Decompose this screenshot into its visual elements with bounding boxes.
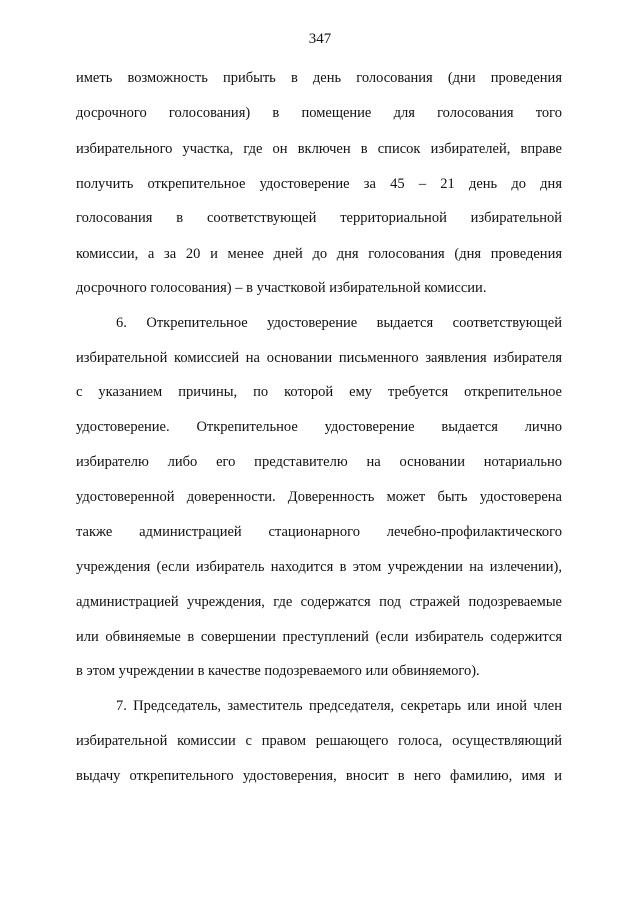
- text-line: учреждения (если избиратель находится в этом учреждении на излечении),: [76, 559, 562, 575]
- text-line: избирательного участка, где он включен в список избирателей, вправе: [76, 141, 562, 157]
- text-line: избирателю либо его представителю на основании нотариально: [76, 454, 562, 470]
- paragraph-6-first-line: 6. Открепительное удостоверение выдается соответствующей: [116, 315, 562, 331]
- text-line: иметь возможность прибыть в день голосования (дни проведения: [76, 70, 562, 86]
- page-number: 347: [308, 31, 332, 47]
- text-line: администрацией учреждения, где содержатся под стражей подозреваемые: [76, 594, 562, 610]
- text-line: досрочного голосования) в помещение для голосования того: [76, 105, 562, 121]
- text-line: в этом учреждении в качестве подозреваемого или обвиняемого).: [76, 663, 480, 679]
- text-line: досрочного голосования) – в участковой избирательной комиссии.: [76, 280, 487, 296]
- text-line: избирательной комиссией на основании письменного заявления избирателя: [76, 350, 562, 366]
- text-line: избирательной комиссии с правом решающего голоса, осуществляющий: [76, 733, 562, 749]
- text-line: с указанием причины, по которой ему требуется открепительное: [76, 384, 562, 400]
- paragraph-7-first-line: 7. Председатель, заместитель председателя, секретарь или иной член: [116, 698, 562, 714]
- text-line: получить открепительное удостоверение за 45 – 21 день до дня: [76, 176, 562, 192]
- text-line: выдачу открепительного удостоверения, вносит в него фамилию, имя и: [76, 768, 562, 784]
- text-line: голосования в соответствующей территориальной избирательной: [76, 210, 562, 226]
- text-line: комиссии, а за 20 и менее дней до дня голосования (дня проведения: [76, 246, 562, 262]
- text-line: удостоверение. Открепительное удостоверение выдается лично: [76, 419, 562, 435]
- text-line: также администрацией стационарного лечебно-профилактического: [76, 524, 562, 540]
- text-line: удостоверенной доверенности. Доверенность может быть удостоверена: [76, 489, 562, 505]
- text-line: или обвиняемые в совершении преступлений (если избиратель содержится: [76, 629, 562, 645]
